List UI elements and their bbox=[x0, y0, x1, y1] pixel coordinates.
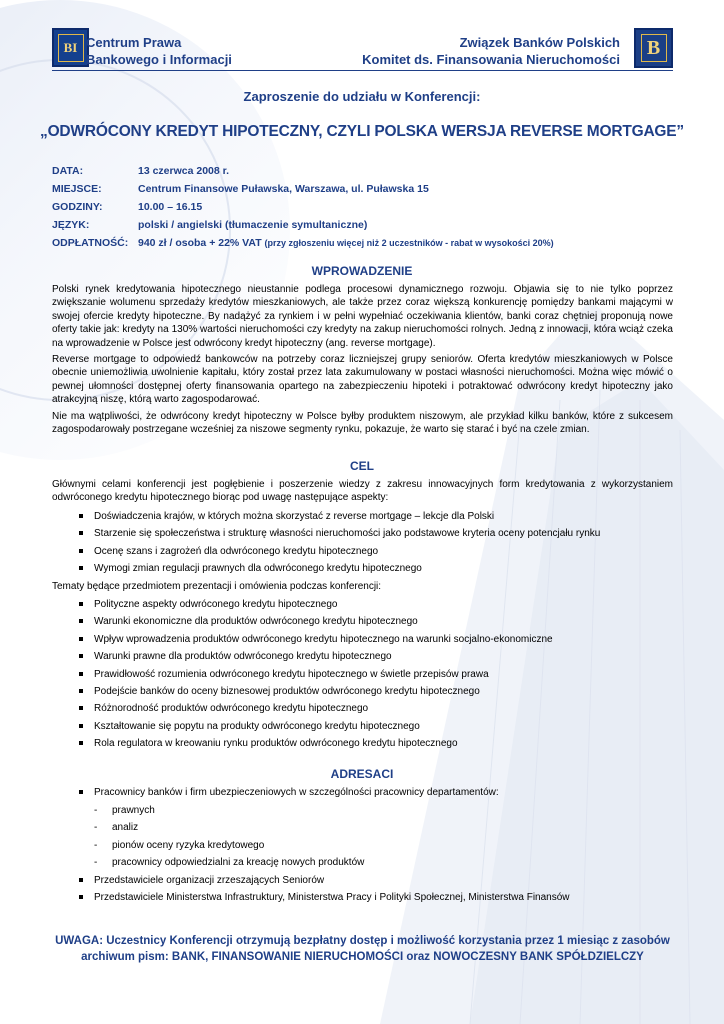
place-value: Centrum Finansowe Puławska, Warszawa, ul. Puławska 15 bbox=[138, 183, 429, 195]
list-item: Prawidłowość rozumienia odwróconego kredytu hipotecznego w świetle przepisów prawa bbox=[78, 666, 673, 683]
zbp-logo-letter: B bbox=[641, 34, 667, 62]
header-left-org bbox=[86, 34, 232, 68]
fee-value: 940 zł / osoba + 22% VAT bbox=[138, 237, 262, 249]
topics-intro: Tematy będące przedmiotem prezentacji i omówienia podczas konferencji: bbox=[52, 581, 382, 592]
fee-value-wrap bbox=[138, 237, 554, 249]
intro-paragraph-3: Nie ma wątpliwości, że odwrócony kredyt hipoteczny w Polsce byłby produktem niszowym, ale przykład kilku banków, które z sukcesem zagospodarowały postrzegane wcześniej za niszowe segmenty rynku, pokazuje, że warto się starać i być na czele zmian. bbox=[52, 410, 673, 436]
header-divider bbox=[52, 70, 673, 71]
departments-list bbox=[92, 802, 672, 872]
place-label: MIEJSCE: bbox=[52, 183, 102, 195]
header-right-line1: Związek Banków Polskich bbox=[459, 35, 620, 50]
fee-note: (przy zgłoszeniu więcej niż 2 uczestników - rabat w wysokości 20%) bbox=[264, 238, 554, 248]
list-item: - pracownicy odpowiedzialni za kreację nowych produktów bbox=[92, 854, 672, 871]
fee-label: ODPŁATNOŚĆ: bbox=[52, 237, 129, 249]
language-value: polski / angielski (tłumaczenie symultaniczne) bbox=[138, 219, 368, 231]
list-item: Przedstawiciele organizacji zrzeszających Seniorów bbox=[78, 872, 673, 889]
list-item: - pionów oceny ryzyka kredytowego bbox=[92, 837, 672, 854]
list-item: Wpływ wprowadzenia produktów odwróconego kredytu hipotecznego na warunki socjalno-ekonomiczne bbox=[78, 631, 673, 648]
notice-line-1: UWAGA: Uczestnicy Konferencji otrzymują bezpłatny dostęp i możliwość korzystania przez 1 miesiąc z zasobów bbox=[55, 935, 670, 947]
list-item: Przedstawiciele Ministerstwa Infrastruktury, Ministerstwa Pracy i Polityki Społecznej, Ministerstwa Finansów bbox=[78, 889, 673, 906]
list-item: - analiz bbox=[92, 819, 672, 836]
list-item: Warunki prawne dla produktów odwróconego kredytu hipotecznego bbox=[78, 648, 673, 665]
intro-paragraph-2: Reverse mortgage to odpowiedź bankowców na potrzeby coraz liczniejszej grupy seniorów. Oferta kredytów mieszkaniowych w Polsce obecnie uniemożliwia uwolnienie kapitału, który został przez lata zakumulowany w postaci własności nieruchomości. Można więc mówić o pewnej ułomności dostępnej oferty finansowania opartego na zabezpieczeniu hipoteki i potraktować odwrócony kredyt hipoteczny jako atrakcyjną niszę, którą warto zagospodarować. bbox=[52, 354, 673, 406]
invitation-line: Zaproszenie do udziału w Konferencji: bbox=[243, 89, 481, 104]
list-item: Różnorodność produktów odwróconego kredytu hipotecznego bbox=[78, 700, 673, 717]
header-right-line2: Komitet ds. Finansowania Nieruchomości bbox=[362, 52, 620, 67]
list-item: Ocenę szans i zagrożeń dla odwróconego kredytu hipotecznego bbox=[78, 543, 673, 560]
header-right-org bbox=[362, 34, 620, 68]
date-value: 13 czerwca 2008 r. bbox=[138, 165, 230, 177]
list-item: Warunki ekonomiczne dla produktów odwróconego kredytu hipotecznego bbox=[78, 613, 673, 630]
audience-list-bottom bbox=[78, 872, 673, 907]
list-item: - prawnych bbox=[92, 802, 672, 819]
notice-line-2: archiwum pism: BANK, FINANSOWANIE NIERUCHOMOŚCI oraz NOWOCZESNY BANK SPÓŁDZIELCZY bbox=[81, 951, 644, 963]
list-item: Starzenie się społeczeństwa i strukturę własności nieruchomości jako podstawowe kryteria oceny potencjału rynku bbox=[78, 525, 673, 542]
conference-title: „ODWRÓCONY KREDYT HIPOTECZNY, CZYLI POLSKA WERSJA REVERSE MORTGAGE” bbox=[40, 123, 684, 140]
list-item: Pracownicy banków i firm ubezpieczeniowych w szczególności pracownicy departamentów: bbox=[78, 784, 673, 801]
intro-paragraph-1: Polski rynek kredytowania hipotecznego nieustannie podlega procesowi dynamicznego rozwoju. Objawia się to nie tylko poprzez zwiększanie wolumenu sprzedaży kredytów mieszkaniowych, ale także przez coraz większą konkurencję pomiędzy bankami mającymi w swojej ofercie kredyty hipoteczne. By nadążyć za rynkiem i w pełni wypełniać oczekiwania klientów, banki coraz chętniej proponują nowe oferty takie jak: kredyty na 130% wartości nieruchomości czy kredyty na zakup nieruchomości rolnych. Jedną z innowacji, która wciąż czeka na wprowadzenie w Polsce jest odwrócony kredyt hipoteczny (ang. reverse mortgage). bbox=[52, 284, 673, 349]
audience-list-top bbox=[78, 784, 673, 801]
list-item: Rola regulatora w kreowaniu rynku produktów odwróconego kredytu hipotecznego bbox=[78, 735, 673, 752]
section-heading-audience: ADRESACI bbox=[330, 767, 394, 781]
archive-access-notice bbox=[52, 933, 673, 965]
list-item: Wymogi zmian regulacji prawnych dla odwróconego kredytu hipotecznego bbox=[78, 560, 673, 577]
section-heading-goal: CEL bbox=[350, 459, 374, 473]
header-left-line1: Centrum Prawa bbox=[86, 35, 182, 50]
goal-intro: Głównymi celami konferencji jest pogłębienie i poszerzenie wiedzy z zakresu innowacyjnych form kredytowania z wykorzystaniem odwróconego kredytu hipotecznego biorąc pod uwagę następujące aspekty: bbox=[52, 479, 673, 504]
intro-text bbox=[52, 283, 673, 439]
list-item: Doświadczenia krajów, w których można skorzystać z reverse mortgage – lekcje dla Polski bbox=[78, 508, 673, 525]
header-left-line2: Bankowego i Informacji bbox=[86, 52, 232, 67]
hours-label: GODZINY: bbox=[52, 201, 103, 213]
language-label: JĘZYK: bbox=[52, 219, 90, 231]
list-item: Kształtowanie się popytu na produkty odwróconego kredytu hipotecznego bbox=[78, 718, 673, 735]
list-item: Podejście banków do oceny biznesowej produktów odwróconego kredytu hipotecznego bbox=[78, 683, 673, 700]
aspects-list bbox=[78, 508, 673, 578]
hours-value: 10.00 – 16.15 bbox=[138, 201, 203, 213]
section-heading-intro: WPROWADZENIE bbox=[311, 264, 413, 278]
list-item: Polityczne aspekty odwróconego kredytu hipotecznego bbox=[78, 596, 673, 613]
cpbi-logo bbox=[52, 28, 89, 67]
zbp-logo bbox=[634, 28, 673, 68]
date-label: DATA: bbox=[52, 165, 84, 177]
cpbi-logo-letters: BI bbox=[58, 34, 84, 62]
topics-list bbox=[78, 596, 673, 753]
